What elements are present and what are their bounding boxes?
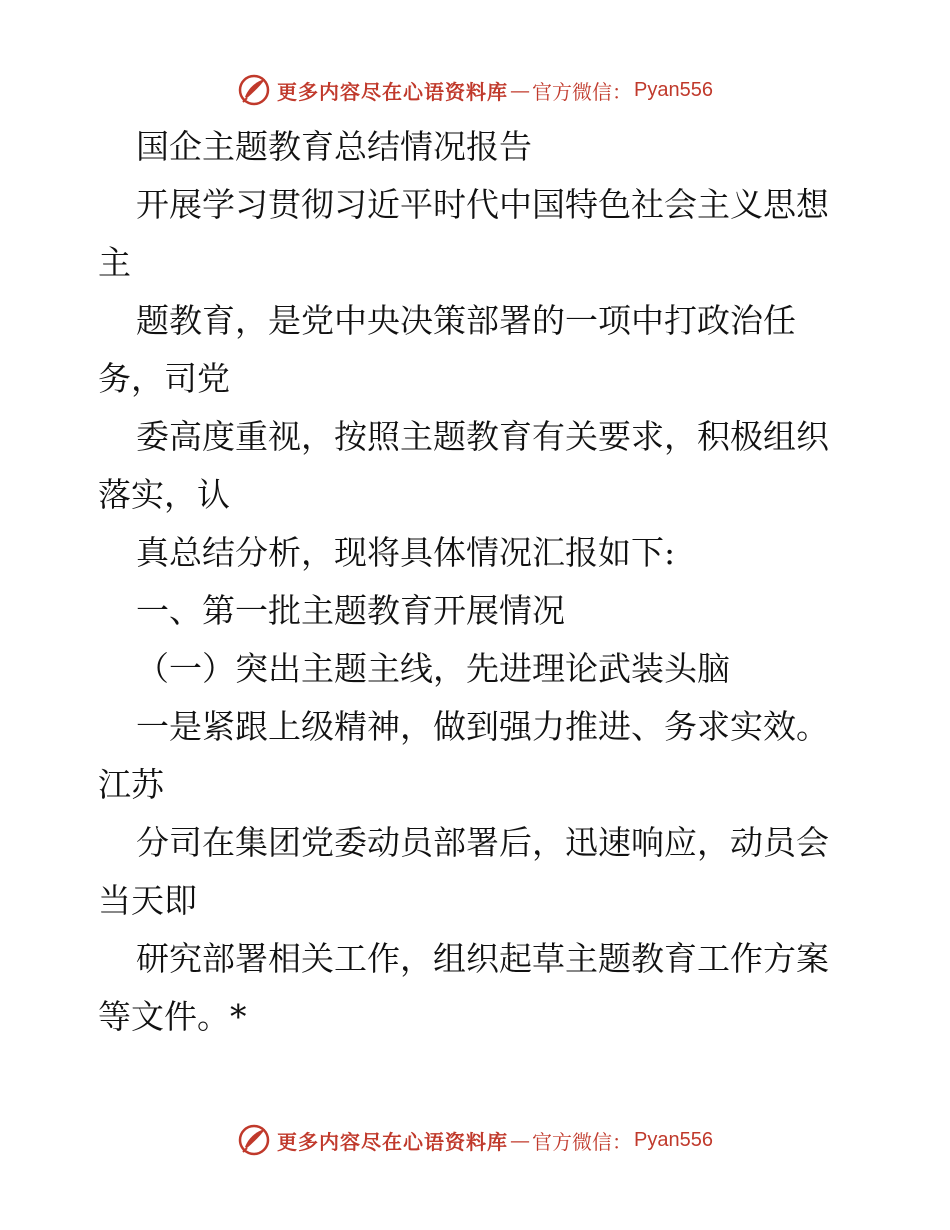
document-body xyxy=(98,118,858,1046)
text-line: 委高度重视，按照主题教育有关要求，积极组织 xyxy=(136,417,829,456)
document-title: 国企主题教育总结情况报告 xyxy=(136,127,532,166)
text-line: 江苏 xyxy=(98,765,164,804)
text-line: 当天即 xyxy=(98,881,197,920)
text-line: 开展学习贯彻习近平时代中国特色社会主义思想 xyxy=(136,185,829,224)
watermark-main-text: 更多内容尽在心语资料库 xyxy=(277,79,509,104)
text-line: 落实，认 xyxy=(98,475,230,514)
text-line: 研究部署相关工作，组织起草主题教育工作方案 xyxy=(136,939,829,978)
text-line: 题教育，是党中央决策部署的一项中打政治任 xyxy=(136,301,796,340)
watermark-dash: — xyxy=(510,78,531,102)
watermark-sub-text: 官方微信： xyxy=(532,1129,633,1154)
header-watermark xyxy=(0,70,950,110)
footer-watermark xyxy=(0,1120,950,1160)
subsection-heading: （一）突出主题主线，先进理论武装头脑 xyxy=(136,649,730,688)
text-line: 等文件。* xyxy=(98,997,247,1036)
text-line: 真总结分析，现将具体情况汇报如下: xyxy=(136,533,676,572)
section-heading: 一、第一批主题教育开展情况 xyxy=(136,591,565,630)
watermark-main-text: 更多内容尽在心语资料库 xyxy=(277,1129,509,1154)
text-line: 务，司党 xyxy=(98,359,230,398)
text-line: 分司在集团党委动员部署后，迅速响应，动员会 xyxy=(136,823,829,862)
text-line: 主 xyxy=(98,243,131,282)
watermark-dash: — xyxy=(510,1128,531,1152)
text-line: 一是紧跟上级精神，做到强力推进、务求实效。 xyxy=(136,707,829,746)
quill-logo-icon xyxy=(237,73,271,107)
watermark-sub-text: 官方微信： xyxy=(532,79,633,104)
quill-logo-icon xyxy=(237,1123,271,1157)
watermark-wechat-id: Pyan556 xyxy=(634,78,713,101)
watermark-wechat-id: Pyan556 xyxy=(634,1128,713,1151)
